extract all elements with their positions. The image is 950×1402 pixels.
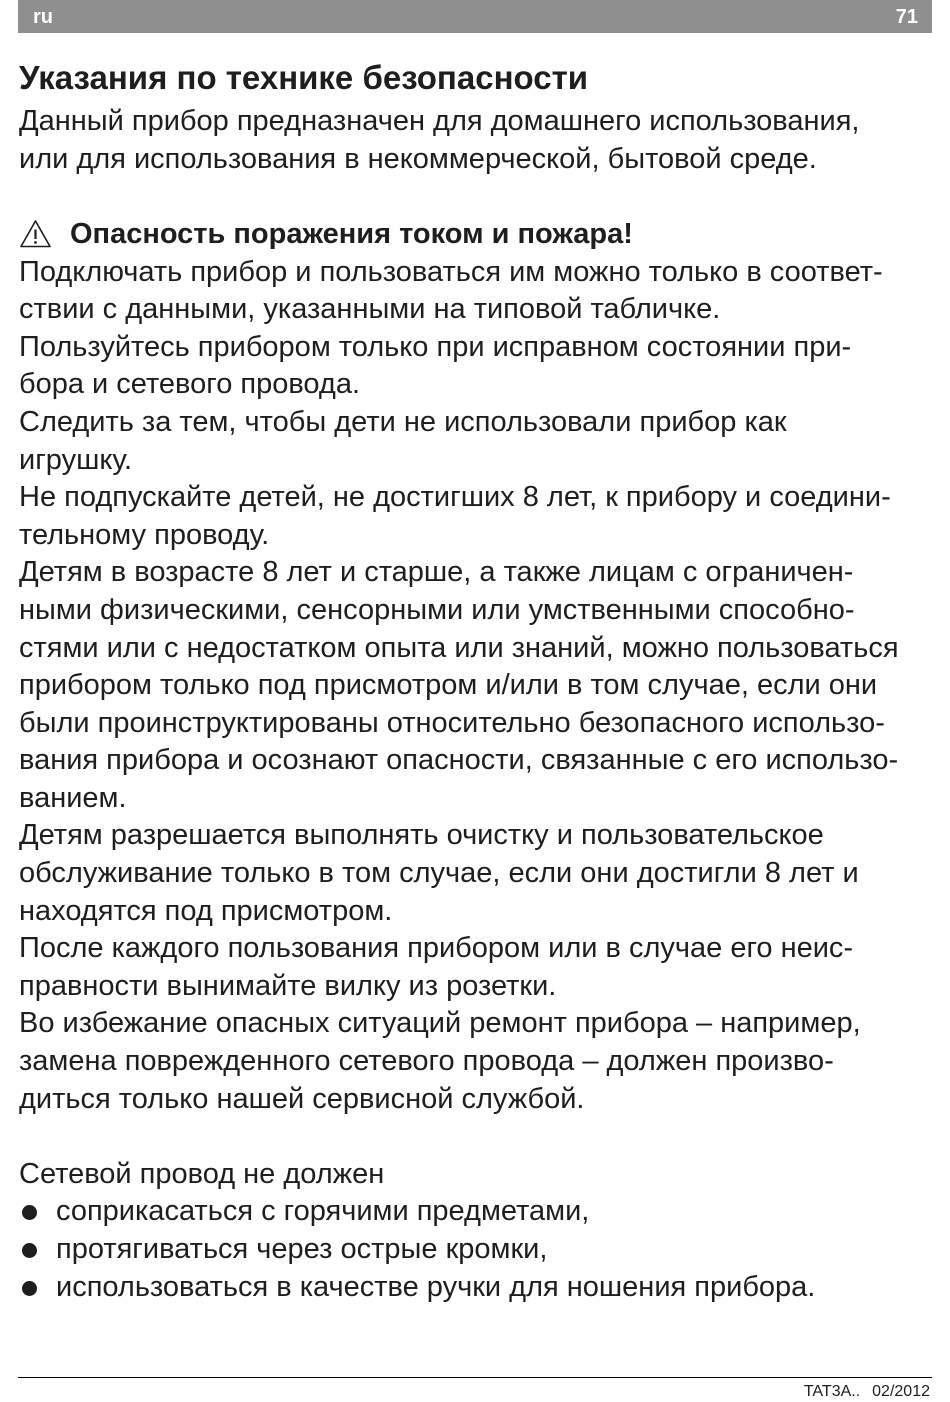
list-item	[19, 1231, 932, 1269]
warning-triangle-icon	[19, 219, 52, 249]
body-line: вания прибора и осознают опасности, связанные с его использо-	[19, 744, 899, 777]
safety-instructions	[19, 103, 932, 1306]
body-line: правности вынимайте вилку из розетки.	[19, 969, 557, 1002]
body-line: игрушку.	[19, 443, 133, 476]
body-line: находятся под присмотром.	[19, 894, 393, 927]
body-line: стями или с недостатком опыта или знаний, можно пользоваться	[19, 631, 899, 664]
body-line: Детям разрешается выполнять очистку и пользовательское	[19, 819, 824, 852]
body-line: Следить за тем, чтобы дети не использовали прибор как	[19, 405, 787, 438]
edition-date: 02/2012	[872, 1383, 930, 1400]
blank-line	[19, 1118, 932, 1156]
body-line: Подключать прибор и пользоваться им можно только в соответ-	[19, 255, 883, 288]
body-line: были проинструктированы относительно безопасного использо-	[19, 706, 885, 739]
list-item	[19, 1269, 932, 1307]
intro-line: или для использования в некоммерческой, бытовой среде.	[19, 142, 817, 175]
body-line: Детям в возрасте 8 лет и старше, а также лицам с ограничен-	[19, 556, 854, 589]
body-line: бора и сетевого провода.	[19, 368, 361, 401]
model-code: TAT3A..	[803, 1383, 861, 1400]
language-code: ru	[33, 6, 53, 28]
list-item-text: использоваться в качестве ручки для ношения прибора.	[56, 1270, 816, 1303]
intro-line: Данный прибор предназначен для домашнего использования,	[19, 105, 860, 138]
body-line: Во избежание опасных ситуаций ремонт прибора – например,	[19, 1007, 861, 1040]
body-line: обслуживание только в том случае, если они достигли 8 лет и	[19, 857, 859, 890]
blank-line	[19, 178, 932, 216]
bullet-icon	[22, 1281, 37, 1296]
power-cord-intro: Сетевой провод не должен	[19, 1157, 385, 1190]
body-line: ными физическими, сенсорными или умственными способно-	[19, 593, 855, 626]
body-line: тельному проводу.	[19, 518, 270, 551]
body-line: Не подпускайте детей, не достигших 8 лет, к прибору и соедини-	[19, 481, 891, 514]
body-line: замена поврежденного сетевого провода – должен произво-	[19, 1045, 834, 1078]
body-line: ствии с данными, указанными на типовой табличке.	[19, 293, 721, 326]
bullet-icon	[22, 1243, 37, 1258]
bullet-icon	[22, 1205, 37, 1220]
body-line: Пользуйтесь прибором только при исправном состоянии при-	[19, 330, 852, 363]
page-number: 71	[895, 6, 918, 28]
page-title: Указания по технике безопасности	[19, 59, 589, 96]
warning-heading	[19, 216, 932, 254]
list-item-text: протягиваться через острые кромки,	[56, 1233, 548, 1265]
body-line: диться только нашей сервисной службой.	[19, 1082, 585, 1115]
body-line: ванием.	[19, 781, 127, 814]
body-line: После каждого пользования прибором или в случае его неис-	[19, 932, 854, 965]
footer-info	[804, 1382, 930, 1402]
list-item-text: соприкасаться с горячими предметами,	[56, 1195, 590, 1228]
list-item	[19, 1193, 932, 1231]
body-line: прибором только под присмотром и/или в том случае, если они	[19, 669, 878, 702]
warning-heading-text: Опасность поражения током и пожара!	[70, 217, 633, 250]
footer-rule	[18, 1377, 932, 1378]
header-bar	[18, 0, 932, 33]
